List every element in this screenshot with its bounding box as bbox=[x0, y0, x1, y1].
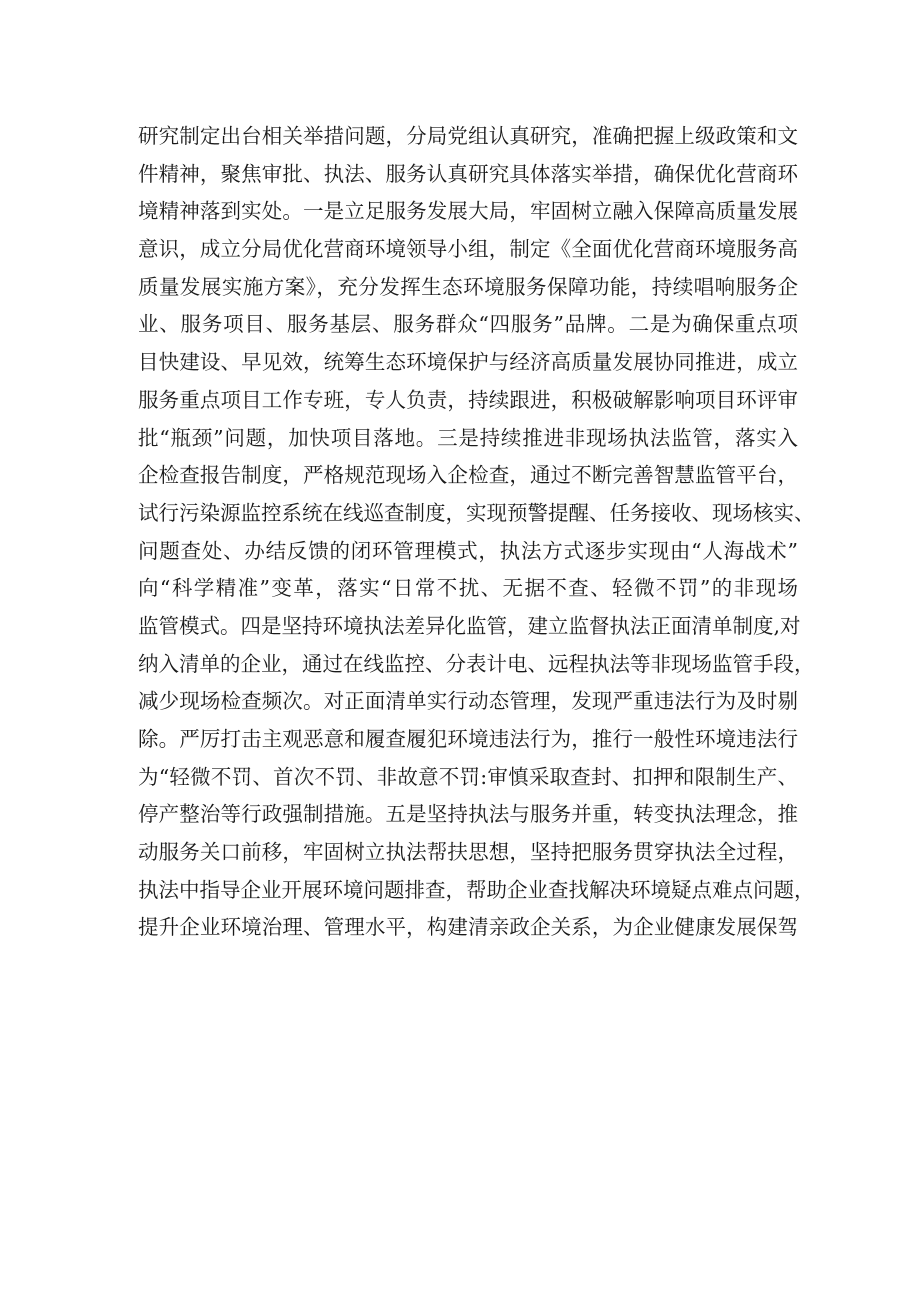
text-line: 监管模式。四是坚持环境执法差异化监管，建立监督执法正面清单制度,对 bbox=[138, 613, 801, 638]
text-line: 纳入清单的企业，通过在线监控、分表计电、远程执法等非现场监管手段， bbox=[138, 651, 815, 676]
body-paragraph bbox=[138, 118, 815, 947]
text-line: 企检查报告制度，严格规范现场入企检查，通过不断完善智慧监管平台， bbox=[138, 463, 798, 488]
text-line: 质量发展实施方案》，充分发挥生态环境服务保障功能，持续唱响服务企 bbox=[138, 274, 798, 299]
text-line: 减少现场检查频次。对正面清单实行动态管理，发现严重违法行为及时剔 bbox=[138, 689, 798, 714]
text-line: 业、服务项目、服务基层、服务群众“四服务”品牌。二是为确保重点项 bbox=[138, 312, 798, 337]
text-line: 执法中指导企业开展环境问题排查，帮助企业查找解决环境疑点难点问题， bbox=[138, 877, 815, 902]
text-line: 提升企业环境治理、管理水平，构建清亲政企关系，为企业健康发展保驾 bbox=[138, 915, 798, 940]
text-line: 停产整治等行政强制措施。五是坚持执法与服务并重，转变执法理念，推 bbox=[138, 802, 798, 827]
text-line: 研究制定出台相关举措问题，分局党组认真研究，准确把握上级政策和文 bbox=[138, 124, 798, 148]
text-line: 服务重点项目工作专班，专人负责，持续跟进，积极破解影响项目环评审 bbox=[138, 387, 798, 412]
text-line: 动服务关口前移，牢固树立执法帮扶思想，坚持把服务贯穿执法全过程， bbox=[138, 840, 798, 865]
text-line: 意识，成立分局优化营商环境领导小组，制定《全面优化营商环境服务高 bbox=[138, 237, 798, 262]
text-line: 目快建设、早见效，统筹生态环境保护与经济高质量发展协同推进，成立 bbox=[138, 350, 798, 375]
text-line: 向“科学精准”变革，落实“日常不扰、无据不查、轻微不罚”的非现场 bbox=[138, 576, 798, 601]
text-line: 为“轻微不罚、首次不罚、非故意不罚:审慎采取查封、扣押和限制生产、 bbox=[138, 764, 798, 789]
text-line: 批“瓶颈”问题，加快项目落地。三是持续推进非现场执法监管，落实入 bbox=[138, 425, 798, 450]
text-line: 问题查处、办结反馈的闭环管理模式，执法方式逐步实现由“人海战术” bbox=[138, 538, 798, 563]
text-line: 境精神落到实处。一是立足服务发展大局，牢固树立融入保障高质量发展 bbox=[138, 199, 798, 224]
text-line: 除。严厉打击主观恶意和履查履犯环境违法行为，推行一般性环境违法行 bbox=[138, 727, 798, 751]
text-line: 试行污染源监控系统在线巡查制度，实现预警提醒、任务接收、现场核实、 bbox=[138, 500, 815, 525]
text-line: 件精神，聚焦审批、执法、服务认真研究具体落实举措，确保优化营商环 bbox=[138, 161, 798, 186]
